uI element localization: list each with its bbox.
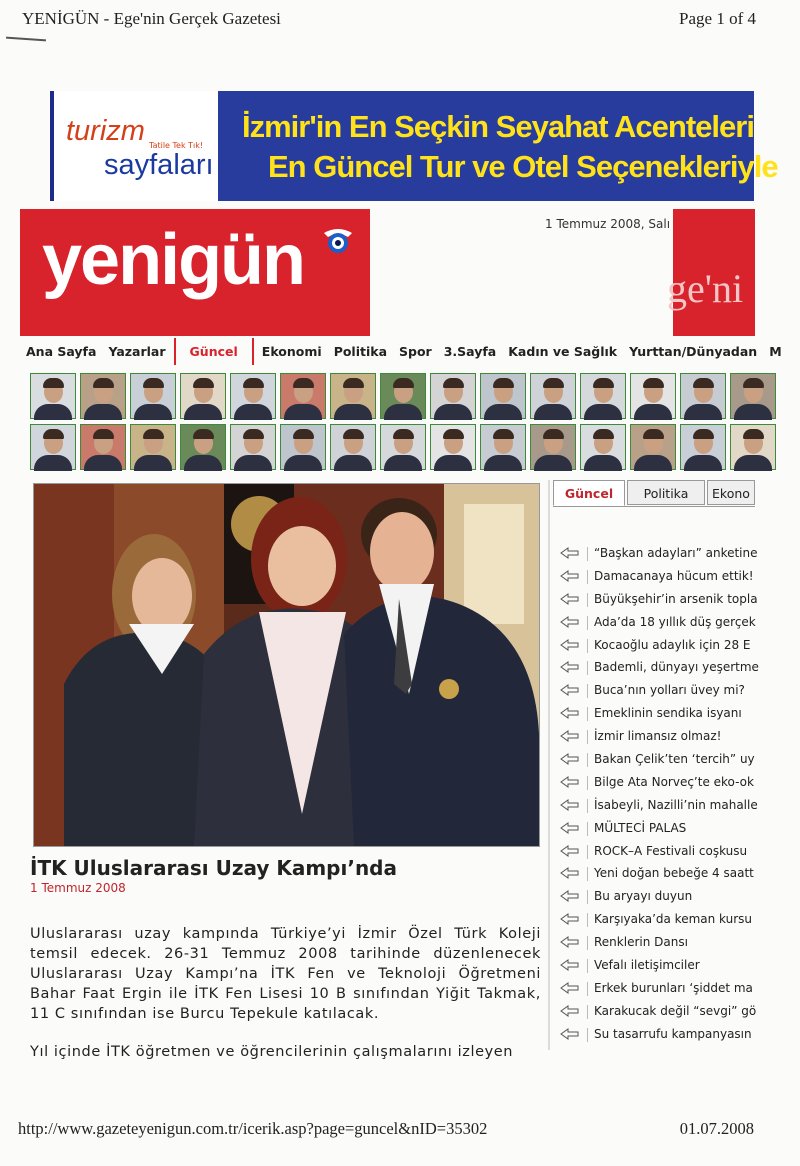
news-bullet-icon	[560, 707, 580, 719]
news-bullet-icon	[560, 959, 580, 971]
news-bullet-icon	[560, 547, 580, 559]
promo-text: ge'ni	[667, 266, 744, 311]
news-bullet-icon	[560, 570, 580, 582]
sidebar-tabs	[553, 480, 755, 507]
news-headline: İsabeyli, Nazilli’nin mahalle	[594, 797, 758, 812]
author-thumbnail[interactable]	[330, 373, 376, 419]
news-separator	[587, 707, 588, 721]
evil-eye-icon	[320, 227, 356, 255]
article-paragraph: Uluslararası uzay kampında Türkiye’yi İzmir Özel Türk Koleji temsil edecek. 26-31 Temmuz 2008 tarihinde düzenlenecek Uluslararası Uzay Kampı’na İTK Fen ve Teknoloji Öğretmeni Bahar Faat Ergin ile İTK Fen Lisesi 10 B sınıfından Yiğit Takmak, 11 C sınıfından ise Burcu Tepekule katılacak.	[30, 926, 541, 1022]
news-bullet-icon	[560, 822, 580, 834]
news-headline: Bu aryayı duyun	[594, 889, 693, 904]
nav-item[interactable]: Kadın ve Sağlık	[508, 344, 618, 359]
news-headline: “Başkan adayları” anketine	[594, 546, 758, 560]
news-bullet-icon	[560, 890, 580, 902]
news-bullet-icon	[560, 730, 580, 742]
news-list-item[interactable]	[558, 565, 755, 588]
author-thumbnail[interactable]	[430, 424, 476, 470]
nav-item[interactable]: Spor	[399, 344, 432, 359]
news-separator	[587, 1005, 588, 1019]
author-thumbnail[interactable]	[80, 424, 126, 470]
news-separator	[587, 845, 588, 859]
news-separator	[587, 799, 588, 813]
news-headline: Su tasarrufu kampanyasın	[594, 1026, 752, 1041]
yenigun-logo[interactable]	[20, 209, 370, 336]
author-thumbnail[interactable]	[430, 373, 476, 419]
print-header-title: YENİGÜN - Ege'nin Gerçek Gazetesi	[22, 9, 281, 28]
top-banner-ad[interactable]	[50, 91, 778, 201]
news-list-item[interactable]	[558, 1000, 755, 1023]
logo-word-turizm: turizm	[66, 115, 145, 147]
news-headline: ROCK–A Festivali coşkusu	[594, 843, 748, 858]
news-list-item[interactable]	[558, 725, 755, 748]
news-separator	[587, 913, 588, 927]
news-list-item[interactable]	[558, 794, 758, 817]
news-bullet-icon	[560, 593, 580, 605]
article-title: İTK Uluslararası Uzay Kampı’nda	[30, 856, 397, 880]
news-separator	[587, 982, 588, 996]
news-list-item[interactable]	[558, 817, 755, 840]
author-thumbnail-strip	[30, 373, 755, 473]
nav-item[interactable]: Yazarlar	[108, 344, 166, 359]
news-headline: Renklerin Dansı	[594, 935, 688, 950]
scan-mark	[6, 37, 46, 42]
news-bullet-icon	[560, 753, 580, 765]
news-bullet-icon	[560, 867, 580, 879]
article-photo	[33, 483, 540, 847]
tab-ekonomi[interactable]: Ekono	[707, 480, 755, 505]
news-separator	[587, 959, 588, 973]
logo-tagline: Tatile Tek Tık!	[149, 141, 204, 150]
news-bullet-icon	[560, 776, 580, 788]
news-list-item[interactable]	[558, 908, 755, 931]
news-bullet-icon	[560, 684, 580, 696]
news-list-item[interactable]	[558, 862, 755, 885]
author-thumbnail[interactable]	[680, 424, 726, 470]
news-headline: Emeklinin sendika isyanı	[594, 706, 742, 721]
issue-date: 1 Temmuz 2008, Salı	[545, 217, 671, 231]
news-bullet-icon	[560, 639, 580, 651]
news-bullet-icon	[560, 1028, 580, 1040]
news-list-item[interactable]	[558, 542, 758, 565]
author-thumbnail[interactable]	[30, 424, 76, 470]
nav-item[interactable]: Yurttan/Dünyadan	[629, 344, 758, 359]
news-bullet-icon	[560, 936, 580, 948]
banner-ad-line-2: En Güncel Tur ve Otel Seçenekleriyle	[268, 149, 778, 184]
news-list-item[interactable]	[558, 611, 755, 634]
main-nav	[20, 338, 782, 368]
news-separator	[587, 639, 588, 653]
news-bullet-icon	[560, 1005, 580, 1017]
nav-item[interactable]: Ekonomi	[261, 344, 322, 359]
news-headline: Vefalı iletişimciler	[594, 958, 700, 973]
news-separator	[587, 890, 588, 904]
author-thumbnail[interactable]	[230, 424, 276, 470]
author-thumbnail[interactable]	[230, 373, 276, 419]
author-thumbnail[interactable]	[630, 424, 676, 470]
author-row	[30, 373, 755, 419]
news-bullet-icon	[560, 799, 580, 811]
nav-item[interactable]: Politika	[333, 344, 388, 359]
news-list-item[interactable]	[558, 954, 755, 977]
nav-item[interactable]: M	[769, 344, 782, 359]
news-headline: Bilge Ata Norveç’te eko-ok	[594, 774, 754, 789]
author-thumbnail[interactable]	[280, 373, 326, 419]
news-separator	[587, 822, 588, 836]
news-headline: Karakucak değil “sevgi” gö	[594, 1003, 757, 1018]
news-bullet-icon	[560, 616, 580, 628]
article-date: 1 Temmuz 2008	[30, 881, 126, 895]
author-thumbnail[interactable]	[630, 373, 676, 419]
tab-politika[interactable]: Politika	[627, 480, 705, 505]
tab-guncel[interactable]: Güncel	[553, 480, 625, 506]
news-headline: Bakan Çelik’ten ‘tercih” uy	[594, 752, 755, 767]
news-headline: Damacanaya hücum ettik!	[594, 568, 754, 583]
print-footer-date: 01.07.2008	[679, 1119, 754, 1138]
author-thumbnail[interactable]	[180, 373, 226, 419]
author-thumbnail[interactable]	[680, 373, 726, 419]
news-separator	[587, 661, 588, 675]
news-separator	[587, 1028, 588, 1042]
author-thumbnail[interactable]	[280, 424, 326, 470]
author-thumbnail[interactable]	[380, 424, 426, 470]
author-thumbnail[interactable]	[180, 424, 226, 470]
nav-item[interactable]: Ana Sayfa	[26, 344, 97, 359]
turizm-sayfalari-logo[interactable]	[50, 91, 218, 201]
author-thumbnail[interactable]	[330, 424, 376, 470]
column-divider	[548, 480, 550, 1050]
news-list-item[interactable]	[558, 885, 755, 908]
news-headline: Büyükşehir’in arsenik topla	[594, 591, 758, 606]
news-bullet-icon	[560, 982, 580, 994]
news-separator	[587, 684, 588, 698]
print-footer-url: http://www.gazeteyenigun.com.tr/icerik.asp?page=guncel&nID=35302	[18, 1119, 488, 1138]
news-list-item[interactable]	[558, 656, 759, 679]
print-page-number: Page 1 of 4	[679, 9, 756, 28]
author-row	[30, 424, 755, 470]
news-separator	[587, 616, 588, 630]
news-separator	[587, 570, 588, 584]
news-list-item[interactable]	[558, 1023, 755, 1046]
news-list	[558, 542, 759, 1052]
news-separator	[587, 730, 588, 744]
banner-ad-line-1: İzmir'in En Seçkin Seyahat Acenteleri	[242, 109, 754, 144]
author-thumbnail[interactable]	[730, 373, 776, 419]
author-thumbnail[interactable]	[480, 424, 526, 470]
news-separator	[587, 753, 588, 767]
news-bullet-icon	[560, 913, 580, 925]
news-bullet-icon	[560, 845, 580, 857]
news-headline: İzmir limansız olmaz!	[594, 729, 722, 744]
author-thumbnail[interactable]	[580, 424, 626, 470]
news-list-item[interactable]	[558, 840, 755, 863]
article-paragraph: Yıl içinde İTK öğretmen ve öğrencilerinin çalışmalarını izleyen	[30, 1044, 514, 1060]
author-thumbnail[interactable]	[580, 373, 626, 419]
author-thumbnail[interactable]	[130, 424, 176, 470]
logo-word-sayfalari: sayfaları	[104, 149, 214, 181]
news-list-item[interactable]	[558, 771, 755, 794]
news-separator	[587, 776, 588, 790]
banner-ad-panel[interactable]	[218, 91, 778, 201]
news-list-item[interactable]	[558, 679, 755, 702]
news-separator	[587, 936, 588, 950]
author-thumbnail[interactable]	[380, 373, 426, 419]
masthead-wordmark: yenigün	[42, 220, 305, 300]
news-headline: Erkek burunları ‘şiddet ma	[594, 980, 753, 995]
news-headline: Bademli, dünyayı yeşertme	[594, 660, 759, 675]
author-thumbnail[interactable]	[480, 373, 526, 419]
author-thumbnail[interactable]	[30, 373, 76, 419]
news-list-item[interactable]	[558, 702, 755, 725]
news-separator	[587, 867, 588, 881]
nav-item[interactable]: 3.Sayfa	[443, 344, 497, 359]
news-headline: Ada’da 18 yıllık düş gerçek	[594, 614, 756, 629]
news-headline: Yeni doğan bebeğe 4 saatt	[594, 866, 754, 881]
news-headline: Karşıyaka’da keman kursu	[594, 912, 753, 927]
author-thumbnail[interactable]	[530, 373, 576, 419]
news-list-item[interactable]	[558, 748, 755, 771]
author-thumbnail[interactable]	[80, 373, 126, 419]
news-separator	[587, 547, 588, 561]
author-thumbnail[interactable]	[530, 424, 576, 470]
news-list-item[interactable]	[558, 634, 755, 657]
news-headline: Kocaoğlu adaylık için 28 E	[594, 637, 751, 652]
nav-item[interactable]: Güncel	[174, 338, 254, 365]
author-thumbnail[interactable]	[730, 424, 776, 470]
news-bullet-icon	[560, 661, 580, 673]
author-thumbnail[interactable]	[130, 373, 176, 419]
news-separator	[587, 593, 588, 607]
news-list-item[interactable]	[558, 588, 758, 611]
news-list-item[interactable]	[558, 977, 755, 1000]
news-headline: Buca’nın yolları üvey mi?	[594, 683, 745, 698]
news-list-item[interactable]	[558, 931, 755, 954]
news-headline: MÜLTECİ PALAS	[594, 820, 687, 835]
article-body	[30, 924, 541, 1080]
promo-corner-ad[interactable]	[667, 209, 755, 336]
